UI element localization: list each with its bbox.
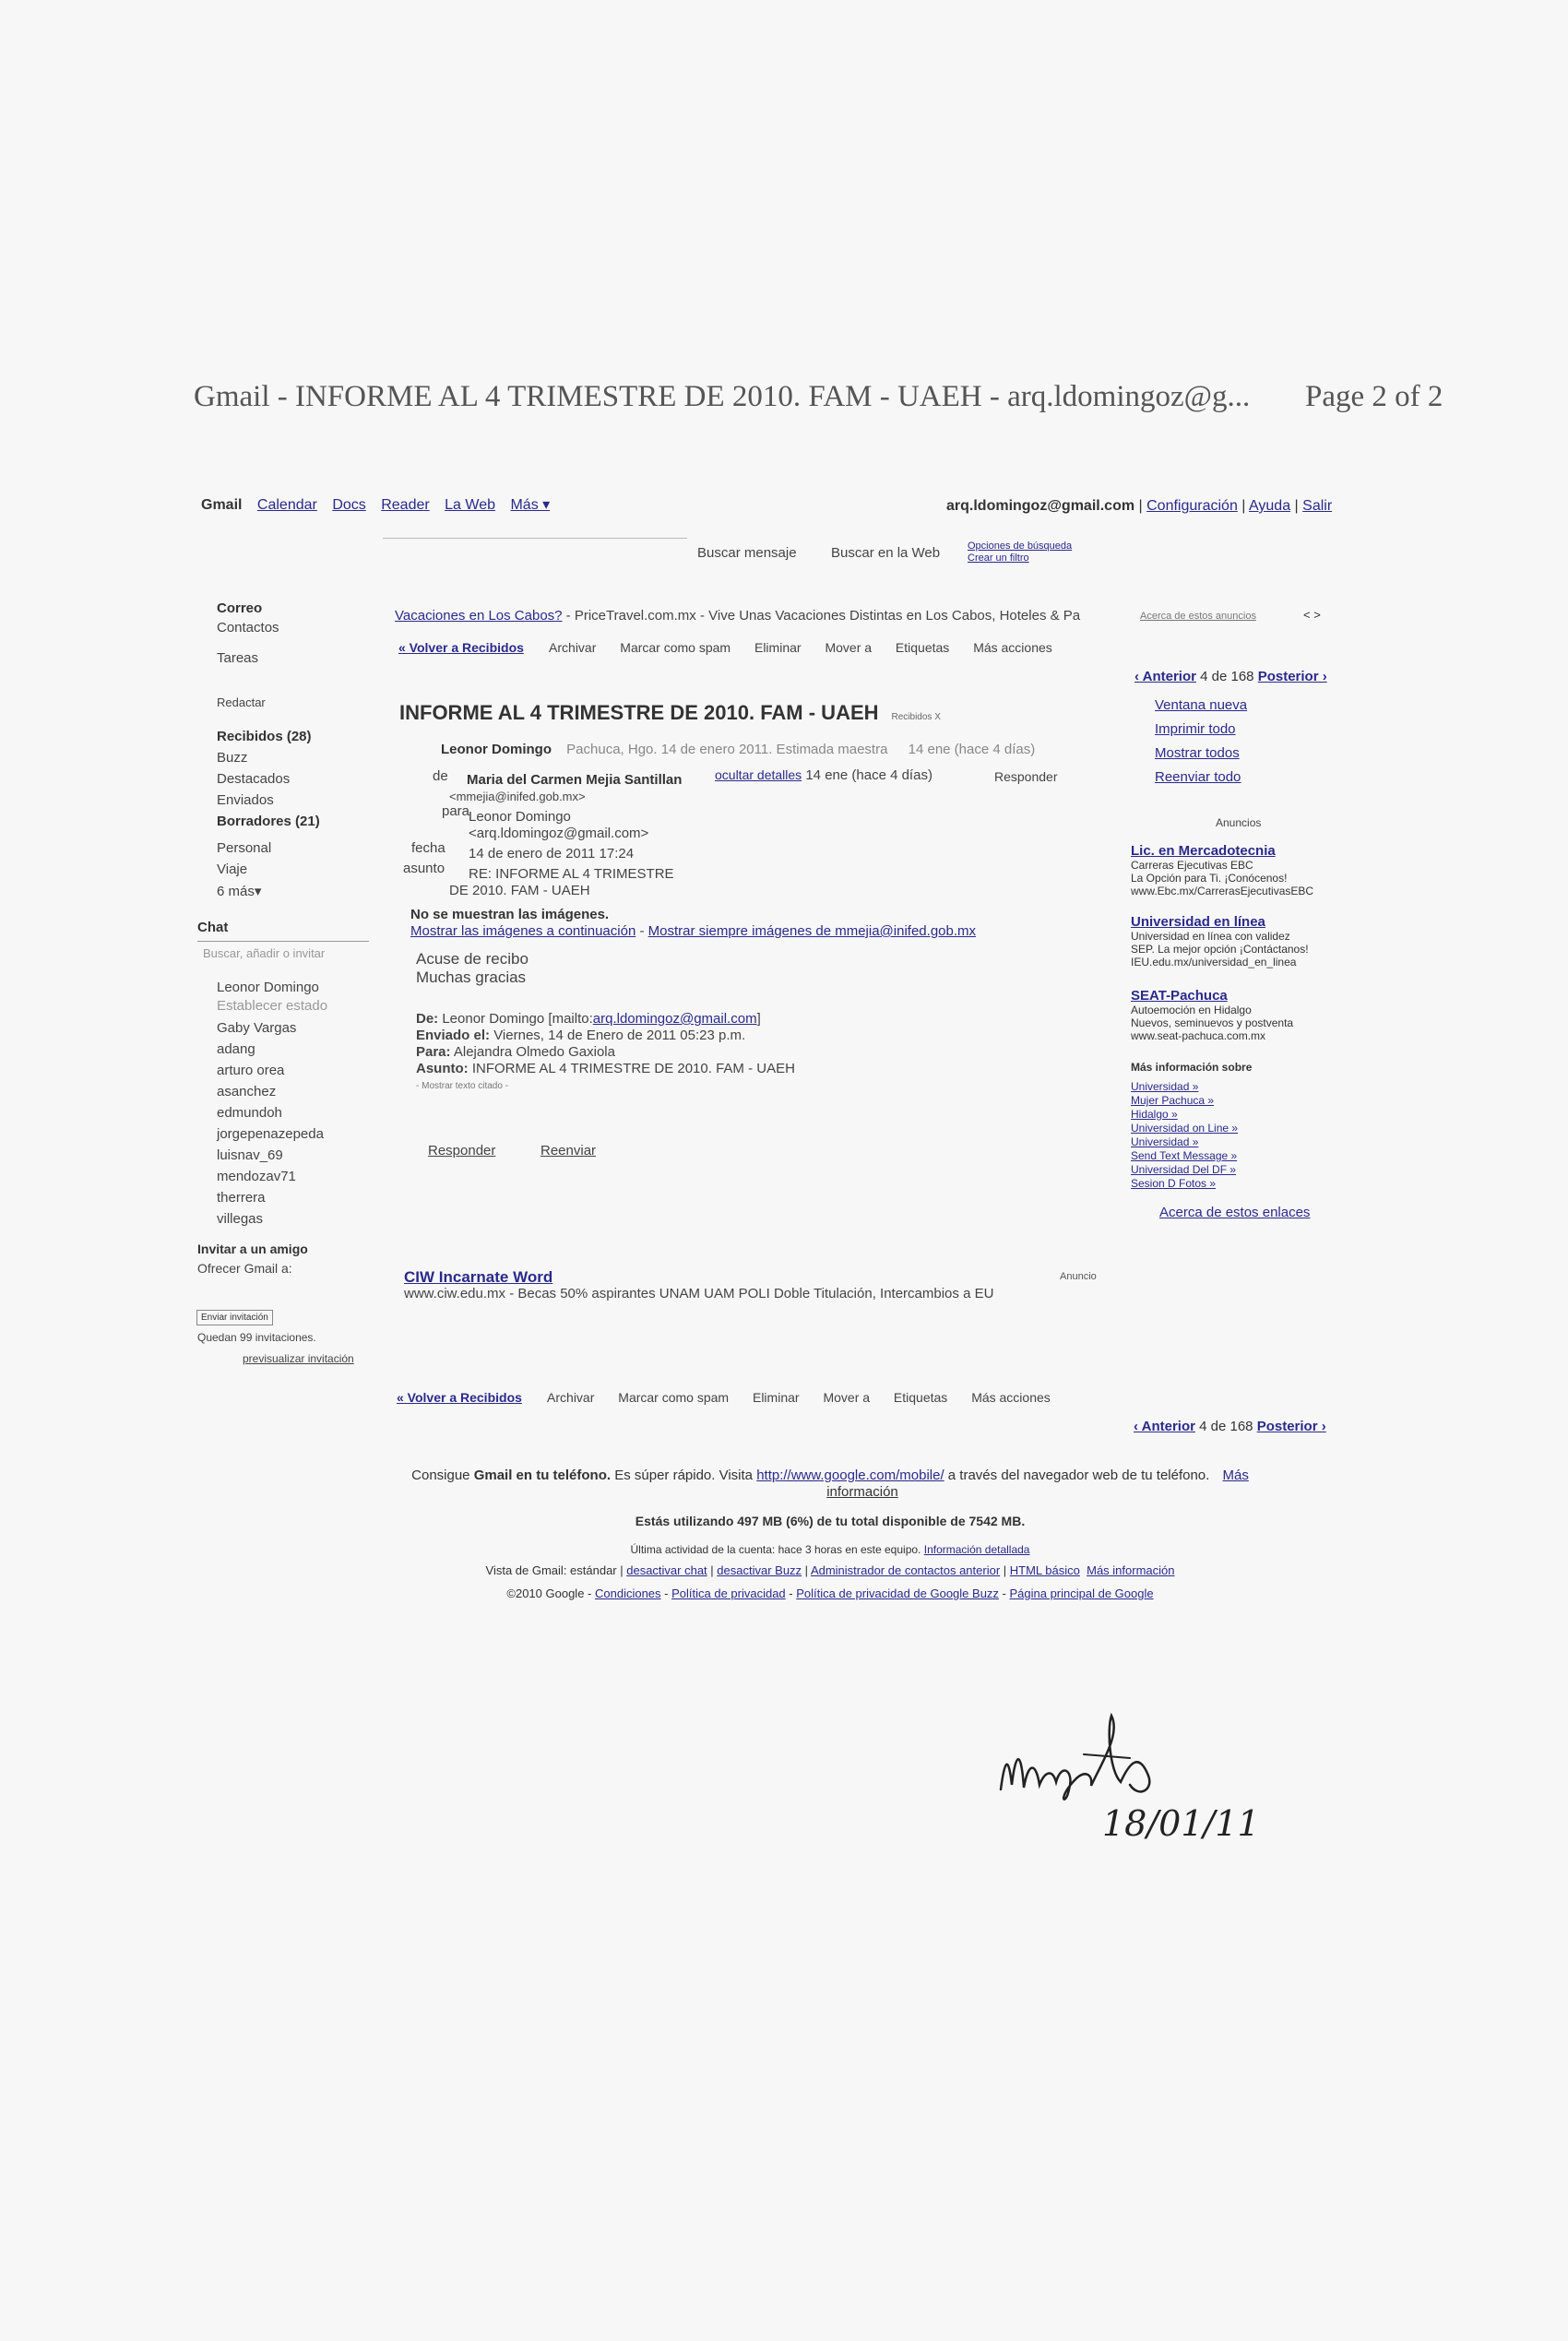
next-link-bottom[interactable]: Posterior ›	[1256, 1419, 1326, 1434]
forward-link[interactable]: Reenviar	[540, 1143, 597, 1159]
bottom-ad-title[interactable]: CIW Incarnate Word	[404, 1268, 553, 1286]
message-fecha: 14 de enero de 2011 17:24	[469, 846, 635, 862]
show-quoted-text[interactable]: - Mostrar texto citado -	[416, 1081, 509, 1091]
storage-usage: Estás utilizando 497 MB (6%) de tu total disponible de 7542 MB.	[635, 1514, 1026, 1528]
more-info-link[interactable]: Mujer Pachuca »	[1131, 1094, 1215, 1107]
nav-docs[interactable]: Docs	[332, 497, 366, 513]
reply-link[interactable]: Responder	[428, 1143, 496, 1159]
google-home-link[interactable]: Página principal de Google	[1009, 1586, 1154, 1600]
privacy-link[interactable]: Política de privacidad	[671, 1586, 786, 1600]
create-filter-link[interactable]: Crear un filtro	[968, 553, 1029, 564]
prev-link[interactable]: ‹ Anterior	[1134, 669, 1196, 684]
subject-text: INFORME AL 4 TRIMESTRE DE 2010. FAM - UAEH	[399, 701, 879, 724]
invite-title: Invitar a un amigo	[197, 1242, 308, 1256]
search-options-link[interactable]: Opciones de búsqueda	[968, 541, 1073, 552]
disable-buzz-link[interactable]: desactivar Buzz	[717, 1563, 802, 1577]
expand-all-link[interactable]: Mostrar todos	[1155, 745, 1240, 761]
mobile-url-link[interactable]: http://www.google.com/mobile/	[756, 1468, 944, 1483]
mail-link[interactable]: Correo	[217, 600, 263, 616]
inbox-link[interactable]: Recibidos (28)	[217, 729, 312, 744]
more-labels-link[interactable]: 6 más▾	[217, 884, 262, 899]
chat-contact[interactable]: adang	[217, 1041, 255, 1057]
quoted-enviado: Enviado el: Viernes, 14 de Enero de 2011 05:23 p.m.	[416, 1028, 746, 1043]
collapsed-date: 14 ene (hace 4 días)	[908, 742, 1036, 757]
mobile-more-link-2[interactable]: información	[826, 1484, 898, 1500]
print-header	[194, 380, 1448, 414]
spam-button[interactable]: Marcar como spam	[620, 640, 731, 655]
chat-contact[interactable]: asanchez	[217, 1084, 277, 1099]
disable-chat-link[interactable]: desactivar chat	[626, 1563, 707, 1577]
pager-top	[1134, 669, 1327, 684]
asunto-line-1: RE: INFORME AL 4 TRIMESTRE	[469, 866, 674, 882]
print-all-link[interactable]: Imprimir todo	[1155, 721, 1236, 737]
from-name: Maria del Carmen Mejia Santillan	[467, 772, 683, 788]
nav-calendar[interactable]: Calendar	[256, 497, 317, 513]
message-actions	[1155, 697, 1247, 793]
more-info-link[interactable]: Universidad Del DF »	[1131, 1163, 1237, 1176]
buzz-link[interactable]: Buzz	[217, 750, 248, 766]
footer-mobile: Consigue Gmail en tu teléfono. Es súper rápido. Visita http://www.google.com/mobile/ a través del navegador web de tu teléfono. Más	[411, 1468, 1249, 1483]
right-ad-1: Lic. en Mercadotecnia Carreras Ejecutivas EBC La Opción para Ti. ¡Conócenos! www.Ebc.mx/CarrerasEjecutivasEBC	[1131, 843, 1314, 897]
move-to-button-bottom[interactable]: Mover a	[823, 1390, 871, 1405]
about-links[interactable]: Acerca de estos enlaces	[1159, 1205, 1311, 1220]
back-to-inbox[interactable]: « Volver a Recibidos	[398, 640, 524, 655]
chat-contact[interactable]: therrera	[217, 1190, 266, 1206]
basic-html-link[interactable]: HTML básico	[1009, 1563, 1080, 1577]
toolbar-bottom	[397, 1390, 1071, 1405]
collapsed-sender: Leonor Domingo	[441, 742, 552, 757]
label-asunto: asunto	[403, 861, 445, 876]
invites-remaining: Quedan 99 invitaciones.	[197, 1331, 316, 1344]
message-date: 14 ene (hace 4 días)	[805, 767, 932, 783]
body-line-1: Acuse de recibo	[416, 950, 529, 968]
ads-about-link[interactable]: Acerca de estos anuncios	[1140, 611, 1256, 622]
terms-link[interactable]: Condiciones	[594, 1586, 661, 1600]
handwritten-signature	[992, 1697, 1268, 1868]
gmail-view-links: Vista de Gmail: estándar | desactivar chat | desactivar Buzz | Administrador de contactos anterior | HTML básico Más información	[485, 1563, 1175, 1577]
more-actions-button[interactable]: Más acciones	[973, 640, 1052, 655]
more-actions-button-bottom[interactable]: Más acciones	[971, 1390, 1051, 1405]
pager-count: 4 de 168	[1195, 669, 1258, 684]
bottom-ad-label: Anuncio	[1060, 1271, 1097, 1282]
quoted-de: De: Leonor Domingo [mailto:arq.ldomingoz@gmail.com]	[416, 1011, 761, 1027]
more-info-title: Más información sobre	[1131, 1061, 1253, 1074]
next-link[interactable]: Posterior ›	[1257, 669, 1327, 684]
move-to-button[interactable]: Mover a	[825, 640, 873, 655]
show-images-link[interactable]: Mostrar las imágenes a continuación	[410, 923, 636, 939]
page-number: Page 2 of 2	[1305, 380, 1443, 413]
gmail-brand[interactable]: Gmail	[201, 497, 243, 513]
to-name: Leonor Domingo	[469, 809, 571, 825]
label-para: para	[442, 803, 470, 819]
chat-contact[interactable]: edmundoh	[217, 1105, 282, 1121]
ads-label: Anuncios	[1216, 816, 1262, 829]
right-ad-2: Universidad en línea Universidad en línea con validez SEP. La mejor opción ¡Contáctanos! IEU.edu.mx/universidad_en_linea	[1131, 914, 1309, 968]
more-info-link[interactable]: Universidad »	[1131, 1135, 1199, 1148]
search-input[interactable]	[383, 538, 687, 539]
chat-contact[interactable]: luisnav_69	[217, 1147, 283, 1163]
print-title: Gmail - INFORME AL 4 TRIMESTRE DE 2010. FAM - UAEH - arq.ldomingoz@g...	[194, 380, 1251, 413]
mobile-more-link[interactable]: Más	[1222, 1468, 1249, 1483]
label-viaje[interactable]: Viaje	[217, 862, 248, 877]
legal-links: ©2010 Google - Condiciones - Política de privacidad - Política de privacidad de Google Buzz - Página principal de Google	[506, 1586, 1154, 1600]
chat-contact-list	[217, 1020, 324, 1232]
right-ad-title[interactable]: Universidad en línea	[1131, 914, 1265, 930]
label-de: de	[433, 768, 448, 784]
collapsed-snippet: Pachuca, Hgo. 14 de enero 2011. Estimada maestra	[566, 742, 888, 757]
message-subject	[399, 701, 941, 725]
hide-details-link[interactable]: ocultar detalles	[715, 767, 802, 782]
from-email: <mmejia@inifed.gob.mx>	[449, 790, 586, 803]
delete-button-bottom[interactable]: Eliminar	[752, 1390, 800, 1405]
more-info-link[interactable]: Hidalgo »	[1131, 1108, 1178, 1121]
sent-link[interactable]: Enviados	[217, 792, 274, 808]
activity-details-link[interactable]: Información detallada	[923, 1543, 1030, 1556]
ad-pager-arrows[interactable]: < >	[1303, 608, 1321, 622]
body-line-2: Muchas gracias	[416, 968, 527, 986]
back-to-inbox-bottom[interactable]: « Volver a Recibidos	[397, 1390, 522, 1405]
to-email: <arq.ldomingoz@gmail.com>	[469, 826, 649, 841]
more-info-footer-link[interactable]: Más información	[1087, 1563, 1175, 1577]
quoted-mail-link[interactable]: arq.ldomingoz@gmail.com	[592, 1011, 757, 1027]
archive-button[interactable]: Archivar	[549, 640, 597, 655]
prev-link-bottom[interactable]: ‹ Anterior	[1134, 1419, 1195, 1434]
contacts-link[interactable]: Contactos	[217, 620, 279, 636]
bottom-ad-text: www.ciw.edu.mx - Becas 50% aspirantes UNAM UAM POLI Doble Titulación, Intercambios a EU	[404, 1286, 994, 1301]
account-email: arq.ldomingoz@gmail.com	[946, 498, 1135, 514]
chat-contact[interactable]: arturo orea	[217, 1063, 285, 1078]
signature-icon	[992, 1697, 1268, 1863]
chat-contact[interactable]: Gaby Vargas	[217, 1020, 297, 1036]
asunto-line-2: DE 2010. FAM - UAEH	[449, 883, 590, 898]
right-ad-title[interactable]: Lic. en Mercadotecnia	[1131, 843, 1276, 859]
inbox-label-tag[interactable]: Recibidos X	[891, 712, 941, 722]
top-ad-text: - PriceTravel.com.mx - Vive Unas Vacaciones Distintas en Los Cabos, Hoteles & Pa	[562, 608, 1081, 624]
invite-offer-label: Ofrecer Gmail a:	[197, 1261, 292, 1276]
tasks-link[interactable]: Tareas	[217, 650, 259, 666]
label-personal[interactable]: Personal	[217, 840, 272, 856]
spam-button-bottom[interactable]: Marcar como spam	[618, 1390, 730, 1405]
collapsed-message[interactable]	[441, 742, 1035, 757]
quoted-asunto: Asunto: INFORME AL 4 TRIMESTRE DE 2010. FAM - UAEH	[416, 1061, 795, 1076]
settings-link[interactable]: Configuración	[1146, 498, 1238, 514]
labels-button-bottom[interactable]: Etiquetas	[893, 1390, 948, 1405]
handwritten-date: 18/01/11	[1102, 1803, 1260, 1844]
top-ad	[395, 608, 1080, 624]
compose-button[interactable]: Redactar	[217, 695, 266, 709]
more-info-links	[1131, 1080, 1238, 1191]
old-contacts-link[interactable]: Administrador de contactos anterior	[810, 1563, 1001, 1577]
archive-button-bottom[interactable]: Archivar	[547, 1390, 595, 1405]
chat-contact[interactable]: villegas	[217, 1211, 264, 1227]
new-window-link[interactable]: Ventana nueva	[1155, 697, 1248, 713]
nav-more[interactable]: Más ▾	[510, 497, 551, 513]
signout-link[interactable]: Salir	[1302, 498, 1333, 514]
always-show-images-link[interactable]: Mostrar siempre imágenes de mmejia@inifed.gob.mx	[647, 923, 977, 939]
more-info-link[interactable]: Sesion D Fotos »	[1131, 1177, 1217, 1190]
nav-web[interactable]: La Web	[445, 497, 496, 513]
right-ad-title[interactable]: SEAT-Pachuca	[1131, 988, 1228, 1004]
quoted-para: Para: Alejandra Olmedo Gaxiola	[416, 1044, 615, 1060]
chat-contact[interactable]: jorgepenazepeda	[217, 1126, 324, 1142]
label-fecha: fecha	[411, 840, 445, 856]
labels-button[interactable]: Etiquetas	[895, 640, 950, 655]
top-ad-link[interactable]: Vacaciones en Los Cabos?	[395, 608, 563, 624]
delete-button[interactable]: Eliminar	[754, 640, 802, 655]
drafts-link[interactable]: Borradores (21)	[217, 814, 320, 829]
search-web-button[interactable]: Buscar en la Web	[831, 545, 941, 561]
reply-button[interactable]: Responder	[994, 769, 1058, 784]
toolbar-top	[398, 640, 1073, 655]
chat-set-status[interactable]: Establecer estado	[217, 998, 328, 1014]
starred-link[interactable]: Destacados	[217, 771, 291, 787]
chat-self-name: Leonor Domingo	[217, 980, 319, 995]
chat-contact[interactable]: mendozav71	[217, 1169, 296, 1184]
send-invite-button[interactable]: Enviar invitación	[196, 1310, 273, 1325]
more-info-link[interactable]: Universidad on Line »	[1131, 1122, 1239, 1135]
right-ad-3: SEAT-Pachuca Autoemoción en Hidalgo Nuevos, seminuevos y postventa www.seat-pachuca.com.mx	[1131, 988, 1294, 1042]
top-nav	[201, 495, 561, 514]
buzz-privacy-link[interactable]: Política de privacidad de Google Buzz	[796, 1586, 999, 1600]
more-info-link[interactable]: Send Text Message »	[1131, 1149, 1238, 1162]
more-info-link[interactable]: Universidad »	[1131, 1080, 1199, 1093]
preview-invite-link[interactable]: previsualizar invitación	[243, 1352, 354, 1365]
chat-title: Chat	[197, 920, 229, 935]
search-mail-button[interactable]: Buscar mensaje	[697, 545, 797, 561]
last-activity: Última actividad de la cuenta: hace 3 horas en este equipo. Información detallada	[630, 1543, 1030, 1556]
account-bar: arq.ldomingoz@gmail.com | Configuración | Ayuda | Salir	[946, 498, 1333, 514]
forward-all-link[interactable]: Reenviar todo	[1155, 769, 1241, 785]
pager-count-bottom: 4 de 168	[1194, 1419, 1257, 1434]
help-link[interactable]: Ayuda	[1249, 498, 1291, 514]
no-images-notice: No se muestran las imágenes.	[410, 907, 610, 922]
nav-reader[interactable]: Reader	[381, 497, 430, 513]
chat-search-input[interactable]: Buscar, añadir o invitar	[203, 946, 326, 960]
pager-bottom	[1134, 1419, 1326, 1434]
